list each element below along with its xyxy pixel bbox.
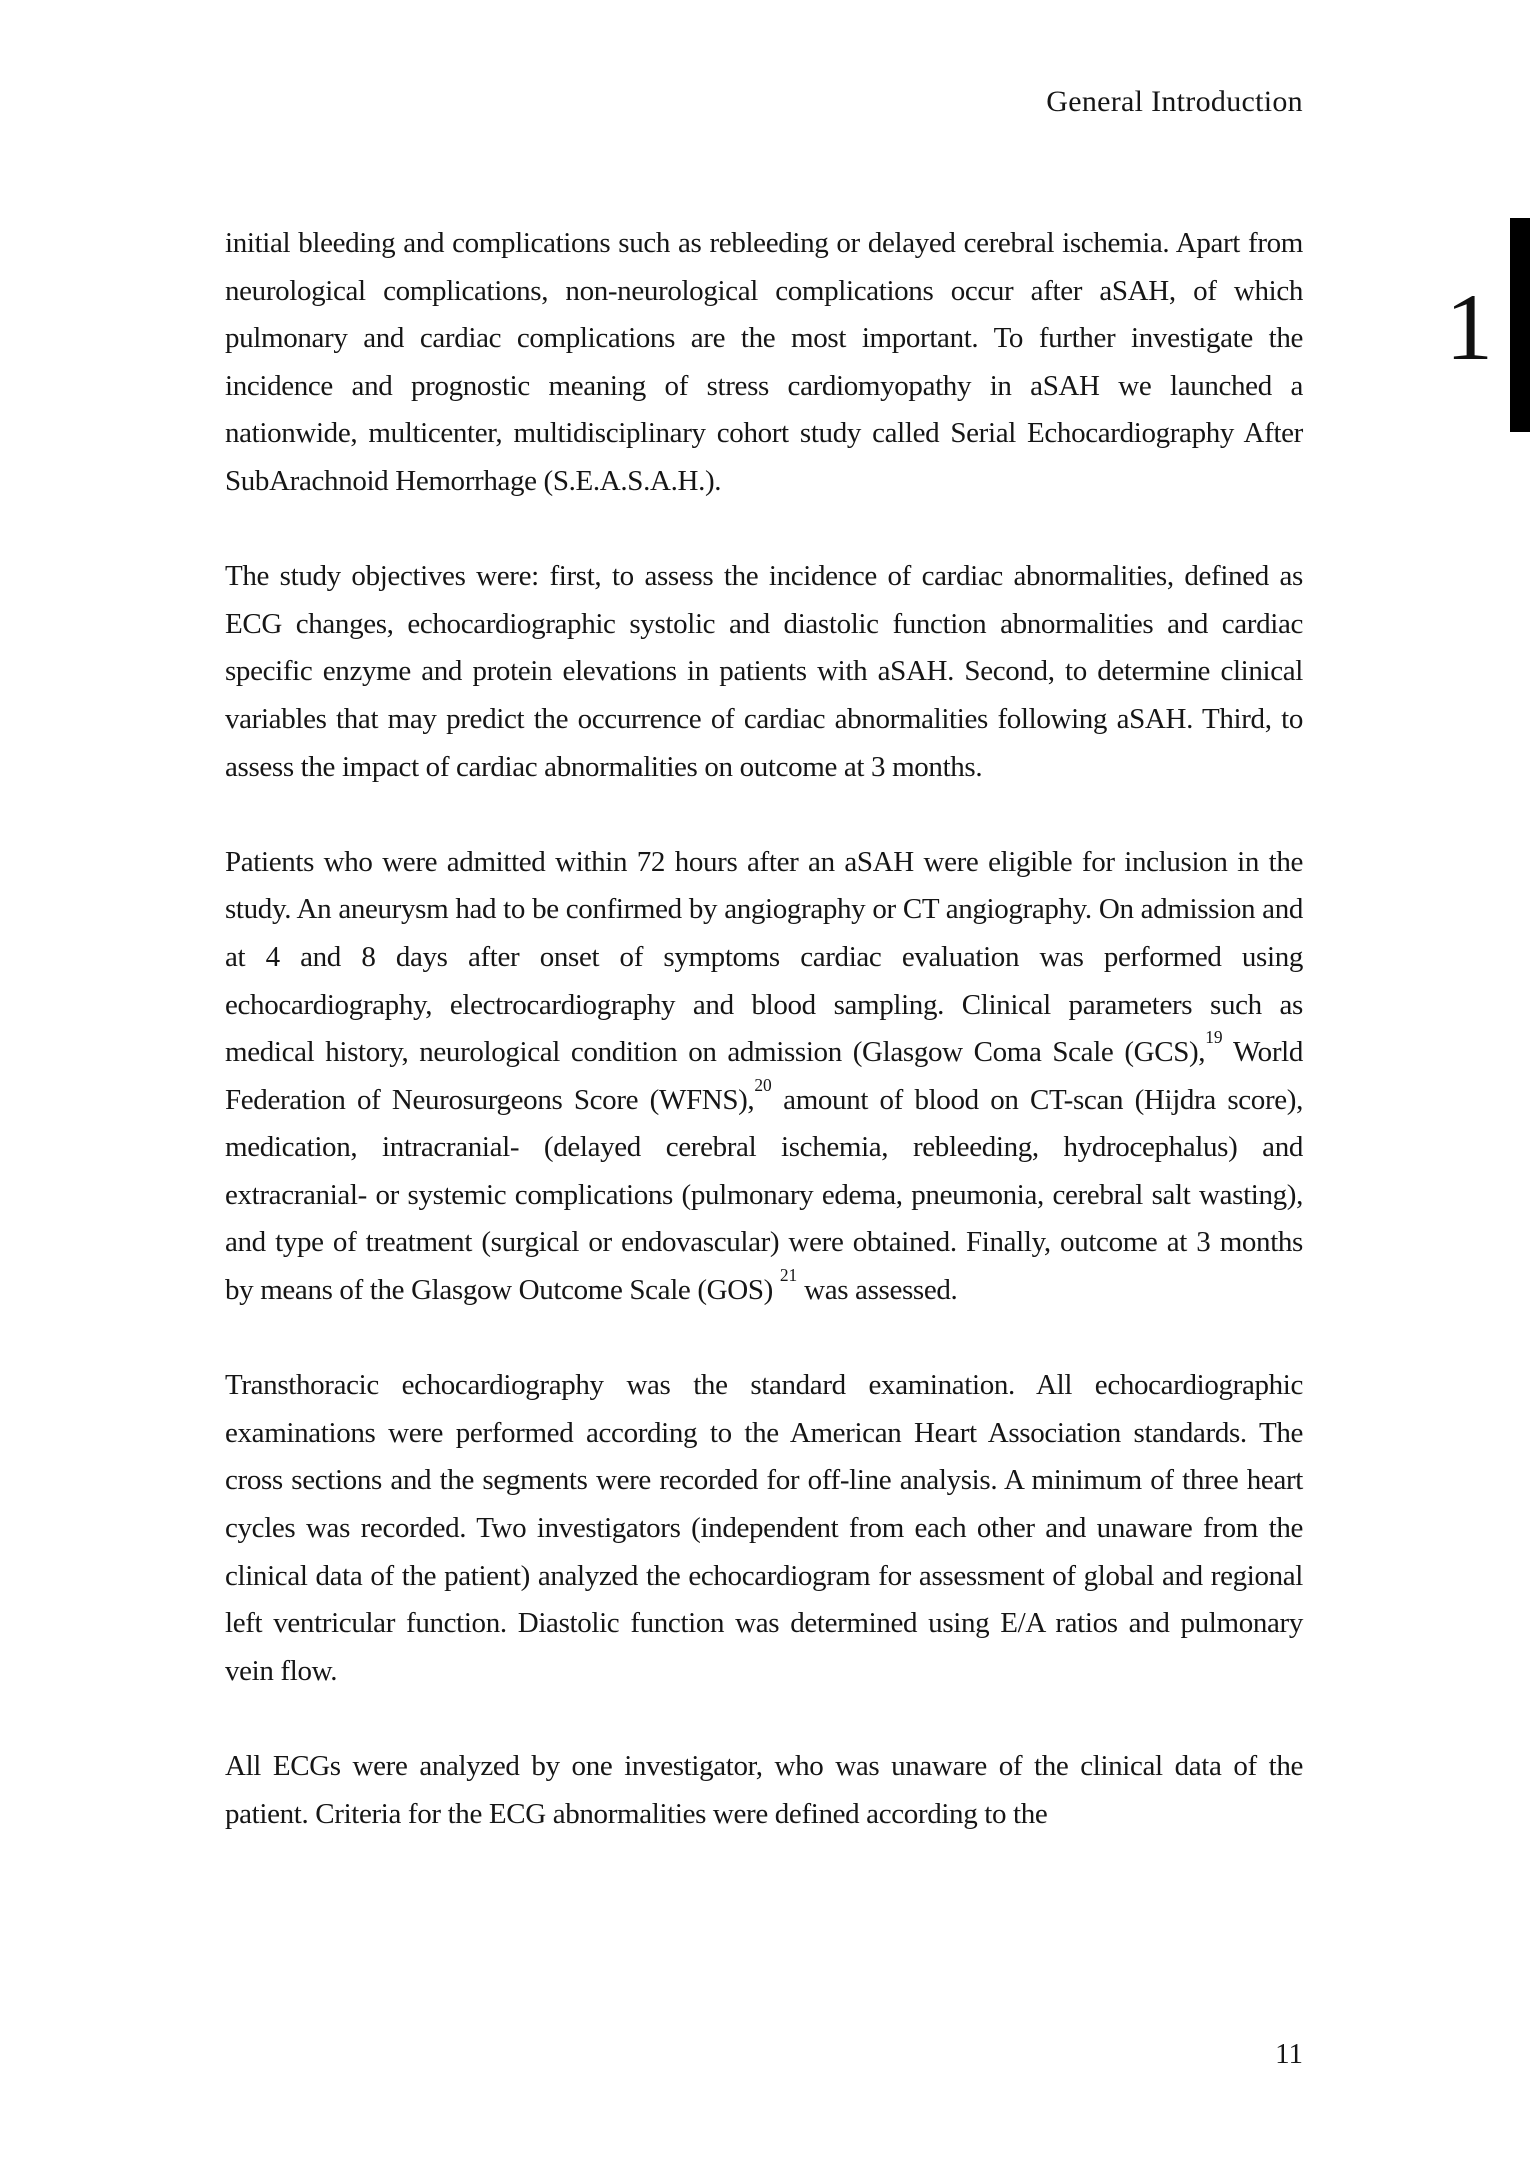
running-header: General Introduction [1046, 85, 1303, 118]
paragraph-text: initial bleeding and complications such as rebleeding or delayed cerebral ischemia. Apart from neurological complications, non-neurological complications occur after aSAH, of which pulmonary and cardiac complications are the most important. To further investigate the incidence and prognostic meaning of stress cardiomyopathy in aSAH we launched a nationwide, multicenter, multidisciplinary cohort study called Serial Echocardiography After SubArachnoid Hemorrhage (S.E.A.S.A.H.). [225, 227, 1303, 497]
chapter-number: 1 [1445, 274, 1493, 380]
paragraph-text: amount of blood on CT-scan (Hijdra score), medication, intracranial- (delayed cerebral ischemia, rebleeding, hydrocephalus) and extracranial- or systemic complications (pulmonary edema, pneumonia, cerebral salt wasting), and type of treatment (surgical or endovascular) were obtained. Finally, outcome at 3 months by means of the Glasgow Outcome Scale (GOS) [225, 1083, 1303, 1307]
paragraph-1 [225, 220, 1303, 506]
paragraph-3 [225, 839, 1303, 1315]
paragraph-5 [225, 1743, 1303, 1838]
page-number: 11 [1275, 2038, 1303, 2070]
paragraph-2 [225, 553, 1303, 791]
paragraph-text: Patients who were admitted within 72 hours after an aSAH were eligible for inclusion in the study. An aneurysm had to be confirmed by angiography or CT angiography. On admission and at 4 and 8 days after onset of symptoms cardiac evaluation was performed using echocardiography, electrocardiography and blood sampling. Clinical parameters such as medical history, neurological condition on admission (Glasgow Coma Scale (GCS), [225, 845, 1303, 1069]
paragraph-text: Transthoracic echocardiography was the standard examination. All echocardiographic examinations were performed according to the American Heart Association standards. The cross sections and the segments were recorded for off-line analysis. A minimum of three heart cycles was recorded. Two investigators (independent from each other and unaware from the clinical data of the patient) analyzed the echocardiogram for assessment of global and regional left ventricular function. Diastolic function was determined using E/A ratios and pulmonary vein flow. [225, 1369, 1303, 1687]
paragraph-text: All ECGs were analyzed by one investigator, who was unaware of the clinical data of the patient. Criteria for the ECG abnormalities were defined according to the [225, 1750, 1303, 1830]
footnote-ref-19: 19 [1205, 1027, 1223, 1048]
body-text [225, 220, 1303, 1886]
paragraph-text: World Federation of Neurosurgeons Score (WFNS), [225, 1036, 1303, 1116]
chapter-tab-bar [1510, 218, 1530, 432]
footnote-ref-20: 20 [754, 1074, 772, 1095]
paragraph-4 [225, 1362, 1303, 1695]
paragraph-text: was assessed. [797, 1274, 958, 1307]
footnote-ref-21: 21 [779, 1265, 798, 1286]
paragraph-text: The study objectives were: first, to assess the incidence of cardiac abnormalities, defined as ECG changes, echocardiographic systolic and diastolic function abnormalities and cardiac specific enzyme and protein elevations in patients with aSAH. Second, to determine clinical variables that may predict the occurrence of cardiac abnormalities following aSAH. Third, to assess the impact of cardiac abnormalities on outcome at 3 months. [225, 560, 1303, 783]
